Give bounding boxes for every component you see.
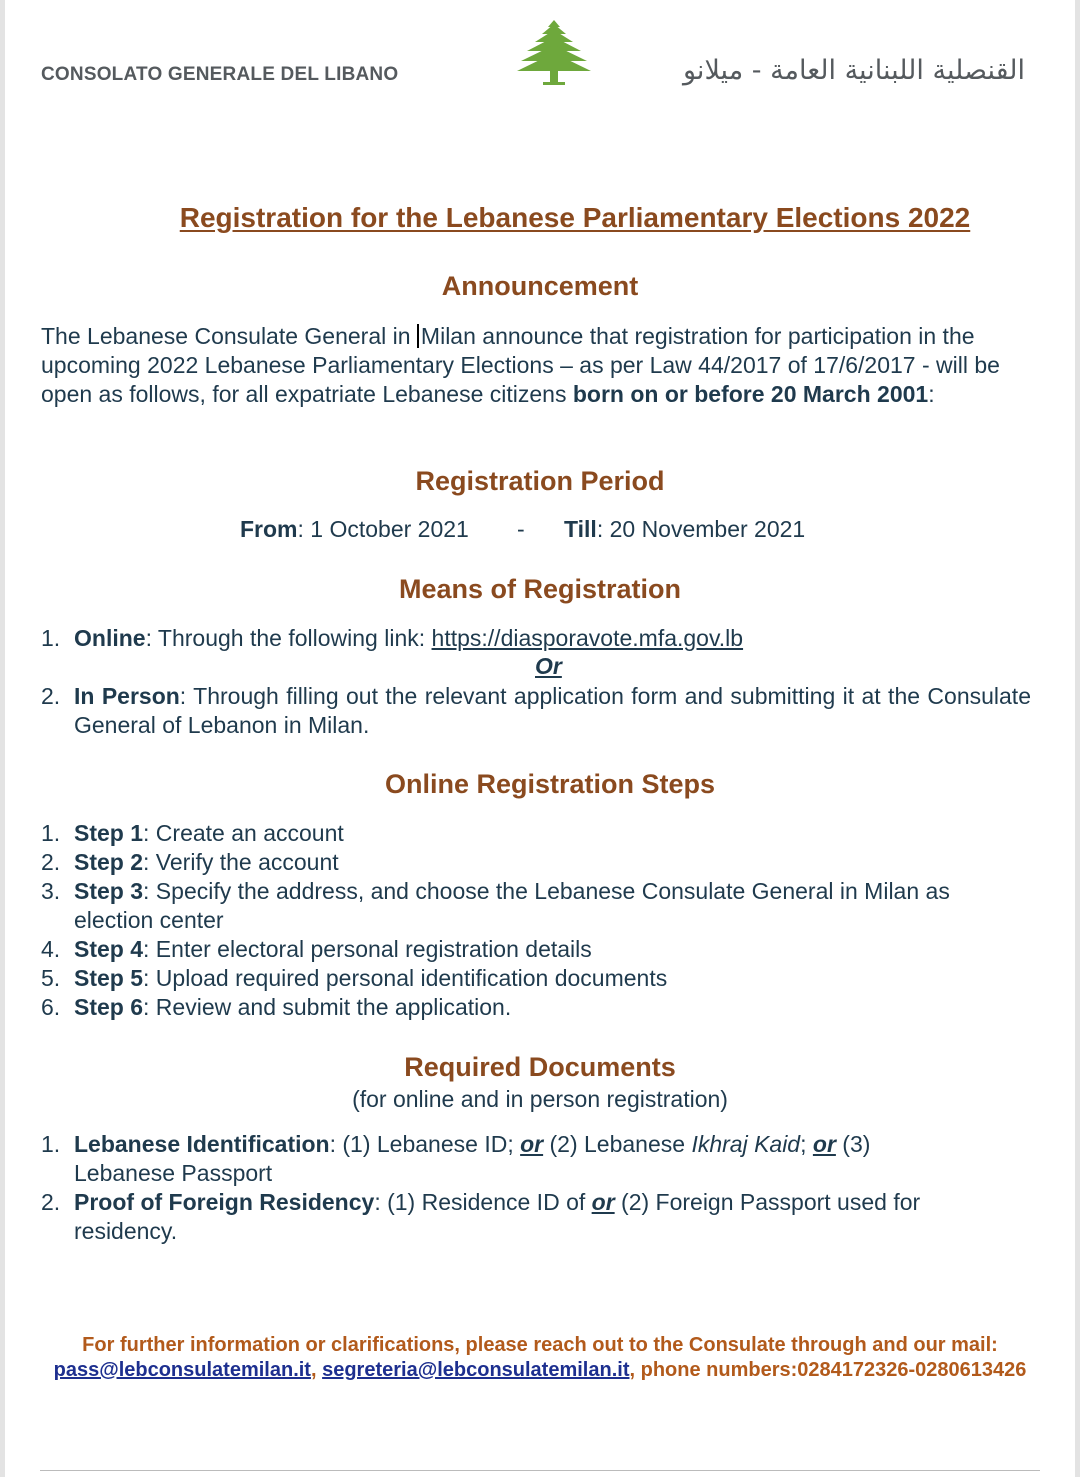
list-item: 3. Step 3: Specify the address, and choose the Lebanese Consulate General in Milan as election center [41, 878, 950, 933]
steps-heading: Online Registration Steps [384, 769, 716, 799]
list-item: 2. Step 2: Verify the account [41, 849, 339, 875]
steps-list [41, 819, 1031, 1022]
period-from: From: 1 October 2021 [240, 516, 469, 542]
documents-heading: Required Documents [404, 1052, 676, 1082]
documents-subheading: (for online and in person registration) [352, 1086, 728, 1112]
documents-list [41, 1130, 1031, 1246]
list-item: 1. Lebanese Identification: (1) Lebanese ID; or (2) Lebanese Ikhraj Kaid; or (3) Lebanese Passport [41, 1131, 871, 1186]
diasporavote-link[interactable]: https://diasporavote.mfa.gov.lb [431, 625, 744, 651]
list-item: 2. Proof of Foreign Residency: (1) Residence ID of or (2) Foreign Passport used for residency. [41, 1189, 921, 1244]
list-item: 1. Online: Through the following link: https://diasporavote.mfa.gov.lb [41, 625, 744, 651]
list-item: 1. Step 1: Create an account [41, 820, 344, 846]
period-separator: - [517, 516, 525, 542]
contact-footer: For further information or clarifications, please reach out to the Consulate through and our mail: pass@lebconsulatemilan.it, segreteria@lebconsulatemilan.it, phone numbers:0284172326-0280613426 [53, 1334, 1027, 1381]
email-segreteria-link[interactable]: segreteria@lebconsulatemilan.it [322, 1359, 630, 1381]
announcement-text: The Lebanese Consulate General in Milan announce that registration for participation in the upcoming 2022 Lebanese Parliamentary Elections – as per Law 44/2017 of 17/6/2017 - will be open as follows, for all expatriate Lebanese citizens born on or before 20 March 2001: [41, 323, 1000, 407]
registration-period-heading: Registration Period [415, 466, 665, 496]
cedar-tree-icon [515, 18, 593, 88]
consulate-name-italian: CONSOLATO GENERALE DEL LIBANO [41, 64, 399, 85]
bottom-divider [40, 1470, 1040, 1471]
consulate-name-arabic: القنصلية اللبنانية العامة - ميلانو [682, 55, 1025, 86]
means-list-2 [41, 682, 1031, 740]
list-item: 4. Step 4: Enter electoral personal registration details [41, 936, 592, 962]
means-list [41, 624, 1031, 653]
page-title: Registration for the Lebanese Parliamentary Elections 2022 [179, 202, 971, 233]
text-cursor [417, 324, 419, 348]
or-separator: Or [535, 653, 562, 679]
list-item: 5. Step 5: Upload required personal identification documents [41, 965, 668, 991]
list-item: 2. In Person: Through filling out the relevant application form and submitting it at the Consulate General of Lebanon in Milan. [41, 683, 1031, 738]
period-till: Till: 20 November 2021 [564, 516, 806, 542]
means-heading: Means of Registration [398, 574, 682, 604]
email-pass-link[interactable]: pass@lebconsulatemilan.it [53, 1359, 311, 1381]
list-item: 6. Step 6: Review and submit the application. [41, 994, 512, 1020]
announcement-heading: Announcement [441, 271, 639, 301]
